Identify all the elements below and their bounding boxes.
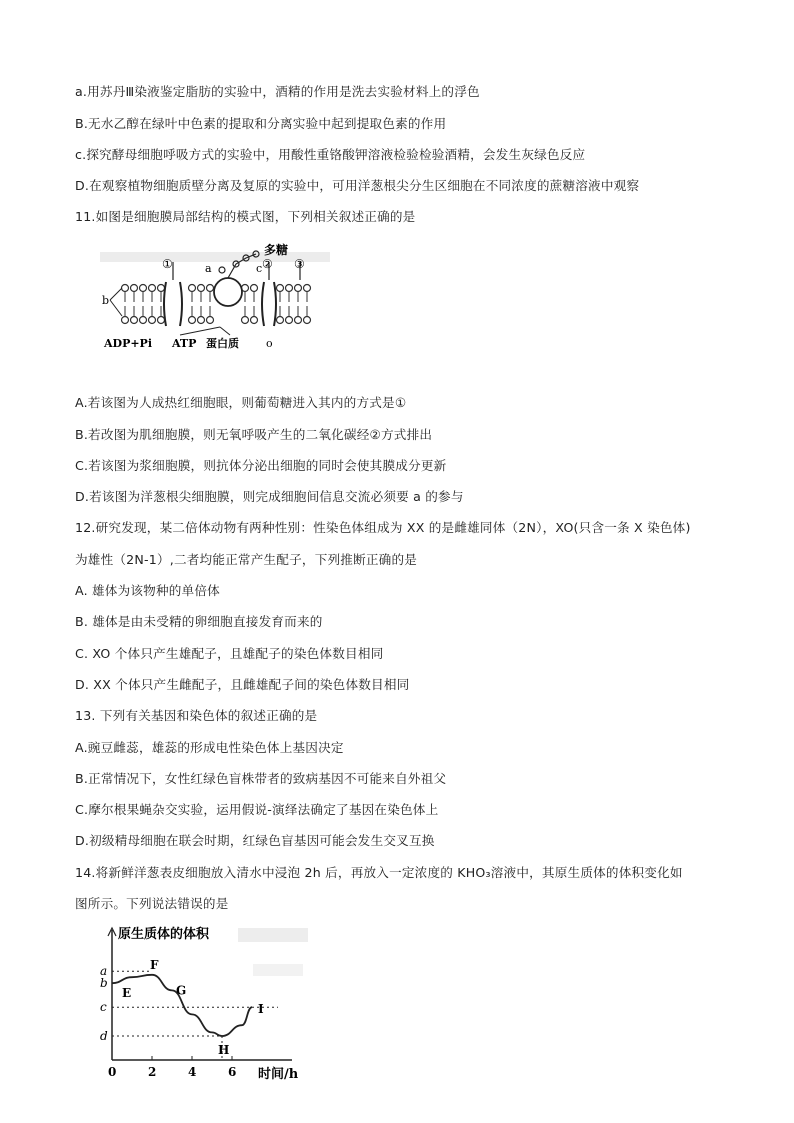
point-label: H	[218, 1043, 230, 1057]
protoplast-volume-chart	[98, 920, 313, 1092]
y-tick-label: c	[100, 1000, 107, 1015]
label-o: o	[266, 337, 273, 350]
glycoprotein	[214, 278, 242, 306]
channel-protein-1	[164, 282, 182, 326]
label-c: c	[256, 262, 263, 275]
q14-stem-line2: 图所示。下列说法错误的是	[75, 896, 229, 911]
q11-option-a: A.若该图为人成热红细胞眼，则葡萄糖进入其内的方式是①	[75, 395, 407, 410]
y-tick-label: b	[100, 976, 108, 991]
q12-option-c: C. XO 个体只产生雄配子，且雄配子的染色体数目相同	[75, 646, 384, 661]
x-tick-label: 6	[228, 1065, 237, 1079]
circle-3-label: ③	[294, 257, 305, 271]
q13-stem: 13. 下列有关基因和染色体的叙述正确的是	[75, 708, 318, 723]
x-tick-label: 2	[148, 1065, 157, 1079]
q11-option-d: D.若该图为洋葱根尖细胞膜，则完成细胞间信息交流必须要 a 的参与	[75, 489, 464, 504]
q11-option-b: B.若改图为肌细胞膜，则无氧呼吸产生的二氧化碳经②方式排出	[75, 427, 433, 442]
q11-option-c: C.若该图为浆细胞膜，则抗体分泌出细胞的同时会使其膜成分更新	[75, 458, 447, 473]
q11-stem: 11.如图是细胞膜局部结构的模式图，下列相关叙述正确的是	[75, 209, 416, 224]
q10-option-c: c.探究酵母细胞呼吸方式的实验中，用酸性重铬酸钾溶液检验检验酒精，会发生灰绿色反应	[75, 147, 586, 162]
label-a: a	[205, 262, 212, 275]
label-protein: 蛋白质	[206, 337, 239, 350]
q13-option-c: C.摩尔根果蝇杂交实验，运用假说-演绎法确定了基因在染色体上	[75, 802, 439, 817]
q12-option-a: A. 雄体为该物种的单倍体	[75, 583, 220, 598]
q14-stem-line1: 14.将新鲜洋葱表皮细胞放入清水中浸泡 2h 后，再放入一定浓度的 KHO₃溶液中，其原生质体的体积变化如	[75, 865, 683, 880]
y-tick-label: d	[100, 1029, 108, 1043]
q13-option-d: D.初级精母细胞在联会时期，红绿色盲基因可能会发生交叉互换	[75, 833, 435, 848]
q10-option-d: D.在观察植物细胞质壁分离及复原的实验中，可用洋葱根尖分生区细胞在不同浓度的蔗糖溶液中观察	[75, 178, 640, 193]
q13-option-a: A.豌豆雌蕊，雄蕊的形成电性染色体上基因决定	[75, 740, 344, 755]
pointer-b	[110, 288, 122, 316]
q10-option-a: a.用苏丹Ⅲ染液鉴定脂肪的实验中，酒精的作用是洗去实验材料上的浮色	[75, 84, 480, 99]
chart-axes	[108, 928, 292, 1060]
pointer-protein	[180, 327, 230, 335]
q13-option-b: B.正常情况下，女性红绿色盲株带者的致病基因不可能来自外祖父	[75, 771, 447, 786]
label-adp: ADP+Pi	[104, 337, 153, 350]
scan-smudge	[253, 964, 303, 976]
label-atp: ATP	[172, 337, 197, 350]
scan-smudge	[238, 928, 308, 942]
label-b: b	[102, 294, 110, 307]
transport-arrows	[173, 262, 300, 280]
q10-option-b: B.无水乙醇在绿叶中色素的提取和分离实验中起到提取色素的作用	[75, 116, 447, 131]
circle-1-label: ①	[162, 257, 173, 271]
x-tick-label: 0	[108, 1065, 117, 1079]
q12-option-d: D. XX 个体只产生雌配子，且雌雄配子间的染色体数目相同	[75, 677, 410, 692]
polysaccharide-label: 多糖	[264, 243, 289, 257]
q12-option-b: B. 雄体是由未受精的卵细胞直接发育而来的	[75, 614, 323, 629]
x-tick-label: 4	[188, 1065, 197, 1079]
point-label: F	[150, 957, 159, 972]
x-axis-label: 时间/h	[258, 1067, 299, 1082]
circle-2-label: ②	[262, 257, 273, 271]
y-tick-label: a	[100, 964, 108, 979]
y-axis-label: 原生质体的体积	[118, 927, 210, 942]
point-label: I	[258, 1002, 264, 1017]
point-label: G	[176, 983, 187, 998]
cell-membrane-figure	[100, 240, 340, 355]
q12-stem-line1: 12.研究发现，某二倍体动物有两种性别：性染色体组成为 XX 的是雌雄同体（2N），XO(只含一条 X 染色体)	[75, 520, 691, 535]
point-label: E	[122, 986, 132, 1001]
channel-protein-2	[262, 282, 276, 326]
lipid-bilayer-lower	[122, 317, 311, 324]
q12-stem-line2: 为雄性（2N-1）,二者均能正常产生配子，下列推断正确的是	[75, 552, 418, 567]
